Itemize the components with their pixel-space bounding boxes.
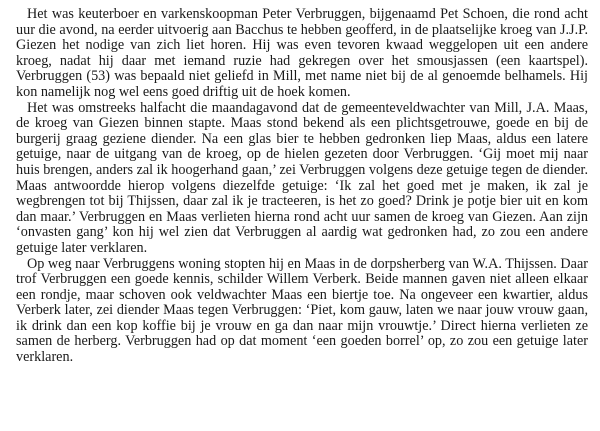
paragraph-3: Op weg naar Verbruggens woning stopten hij en Maas in de dorpsherberg van W.A. Thijssen. Daar trof Verbruggen een goede kennis, schilder Willem Verberk. Beide mannen gaven niet alleen elkaar een rondje, maar schoven ook veldwachter Maas een biertje toe. Na ongeveer een kwartier, aldus Verberk later, zei diender Maas tegen Verbruggen: ‘Piet, kom gauw, laten we naar jouw vrouw gaan, ik drink dan een kop koffie bij je vrouw en ga dan naar mijn vrouwtje.’ Direct hierna verlieten ze samen de herberg. Verbruggen had op dat moment ‘een goeden borrel’ op, zo zou een getuige later verklaren. — [16, 255, 588, 366]
paragraph-1: Het was keuterboer en varkenskoopman Peter Verbruggen, bijgenaamd Pet Schoen, die rond acht uur die avond, na eerder uitvoerig aan Bacchus te hebben geofferd, in de plaatselijke kroeg van J.J.P. Giezen het nodige van zich liet horen. Hij was even tevoren kwaad weggelopen uit een andere kroeg, nadat hij daar met iemand ruzie had gekregen over het smousjassen (een kaartspel). Verbruggen (53) was bepaald niet geliefd in Mill, met name niet bij de al genoemde belhamels. Hij kon namelijk nog wel eens goed driftig uit de hoek komen. — [16, 6, 588, 100]
paragraph-2: Het was omstreeks halfacht die maandagavond dat de gemeenteveldwachter van Mill, J.A. Maas, de kroeg van Giezen binnen stapte. Maas stond bekend als een plichtsgetrouwe, goede en bij de burgerij graag geziene diender. Na een glas bier te hebben gedronken liep Maas, aldus een latere getuige, naar de uitgang van de kroeg, op de hielen gezeten door Verbruggen. ‘Gij moet mij naar huis brengen, anders zal ik hoogerhand gaan,’ zei Verbruggen volgens deze getuige tegen de diender. Maas antwoordde hierop volgens diezelfde getuige: ‘Ik zal het goed met je maken, ik zal je wegbrengen tot bij Thijssen, daar zal ik je tracteeren, is het zo goed? Drink je potje bier uit en kom dan maar.’ Verbruggen en Maas verlieten hierna rond acht uur samen de kroeg van Giezen. Aan zijn ‘onvasten gang’ kon hij wel zien dat Verbruggen al aardig wat gedronken had, zo zou een andere getuige later verklaren. — [16, 99, 588, 256]
